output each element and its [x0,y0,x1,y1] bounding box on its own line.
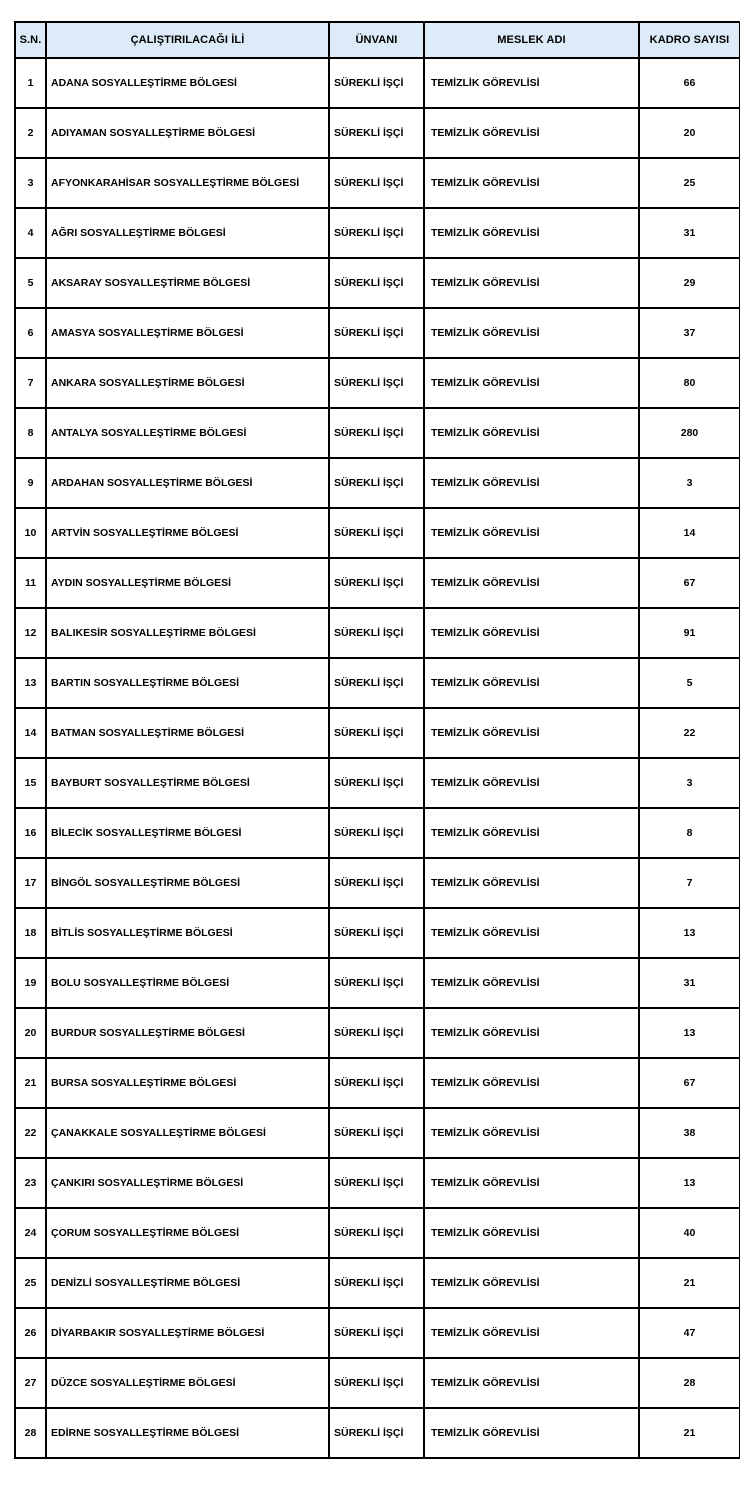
staff-count-cell: 22 [639,708,740,758]
staff-count-cell: 13 [639,908,740,958]
province-cell: AYDIN SOSYALLEŞTİRME BÖLGESİ [46,558,329,608]
title-cell: SÜREKLİ İŞÇİ [329,1308,424,1358]
province-cell: DENİZLİ SOSYALLEŞTİRME BÖLGESİ [46,1258,329,1308]
profession-cell: TEMİZLİK GÖREVLİSİ [424,958,639,1008]
serial-number-cell: 14 [15,708,46,758]
serial-number-cell: 20 [15,1008,46,1058]
title-cell: SÜREKLİ İŞÇİ [329,458,424,508]
title-cell: SÜREKLİ İŞÇİ [329,558,424,608]
header-row [15,22,740,58]
title-cell: SÜREKLİ İŞÇİ [329,108,424,158]
profession-cell: TEMİZLİK GÖREVLİSİ [424,408,639,458]
table-row [15,1308,740,1358]
province-cell: BOLU SOSYALLEŞTİRME BÖLGESİ [46,958,329,1008]
profession-cell: TEMİZLİK GÖREVLİSİ [424,1308,639,1358]
profession-cell: TEMİZLİK GÖREVLİSİ [424,608,639,658]
province-cell: BAYBURT SOSYALLEŞTİRME BÖLGESİ [46,758,329,808]
serial-number-cell: 25 [15,1258,46,1308]
profession-cell: TEMİZLİK GÖREVLİSİ [424,1058,639,1108]
table-row [15,108,740,158]
profession-cell: TEMİZLİK GÖREVLİSİ [424,908,639,958]
serial-number-cell: 4 [15,208,46,258]
staff-count-cell: 37 [639,308,740,358]
staff-count-cell: 91 [639,608,740,658]
table-row [15,158,740,208]
profession-cell: TEMİZLİK GÖREVLİSİ [424,308,639,358]
profession-cell: TEMİZLİK GÖREVLİSİ [424,508,639,558]
title-cell: SÜREKLİ İŞÇİ [329,358,424,408]
title-cell: SÜREKLİ İŞÇİ [329,158,424,208]
staff-count-cell: 29 [639,258,740,308]
staffing-table [14,21,740,1459]
province-cell: BURSA SOSYALLEŞTİRME BÖLGESİ [46,1058,329,1108]
staff-count-cell: 5 [639,658,740,708]
table-row [15,958,740,1008]
title-cell: SÜREKLİ İŞÇİ [329,1258,424,1308]
serial-number-cell: 9 [15,458,46,508]
serial-number-cell: 10 [15,508,46,558]
province-cell: BİLECİK SOSYALLEŞTİRME BÖLGESİ [46,808,329,858]
serial-number-cell: 17 [15,858,46,908]
profession-cell: TEMİZLİK GÖREVLİSİ [424,558,639,608]
table-row [15,358,740,408]
staff-count-cell: 13 [639,1008,740,1058]
table-row [15,1158,740,1208]
title-cell: SÜREKLİ İŞÇİ [329,608,424,658]
title-cell: SÜREKLİ İŞÇİ [329,408,424,458]
table-row [15,258,740,308]
serial-number-cell: 21 [15,1058,46,1108]
header-profession: MESLEK ADI [424,22,639,58]
header-serial-number: S.N. [15,22,46,58]
staff-count-cell: 67 [639,558,740,608]
title-cell: SÜREKLİ İŞÇİ [329,1208,424,1258]
profession-cell: TEMİZLİK GÖREVLİSİ [424,158,639,208]
table-row [15,708,740,758]
table-row [15,808,740,858]
title-cell: SÜREKLİ İŞÇİ [329,1408,424,1458]
serial-number-cell: 15 [15,758,46,808]
profession-cell: TEMİZLİK GÖREVLİSİ [424,1358,639,1408]
table-body [15,58,740,1458]
title-cell: SÜREKLİ İŞÇİ [329,1358,424,1408]
serial-number-cell: 28 [15,1408,46,1458]
header-province: ÇALIŞTIRILACAĞI İLİ [46,22,329,58]
province-cell: DİYARBAKIR SOSYALLEŞTİRME BÖLGESİ [46,1308,329,1358]
staff-count-cell: 13 [639,1158,740,1208]
table-row [15,508,740,558]
serial-number-cell: 22 [15,1108,46,1158]
table-row [15,458,740,508]
staff-count-cell: 38 [639,1108,740,1158]
staff-count-cell: 31 [639,958,740,1008]
header-staff-count: KADRO SAYISI [639,22,740,58]
table-row [15,1208,740,1258]
table-row [15,1058,740,1108]
table-row [15,1408,740,1458]
province-cell: AKSARAY SOSYALLEŞTİRME BÖLGESİ [46,258,329,308]
serial-number-cell: 18 [15,908,46,958]
staff-count-cell: 21 [639,1258,740,1308]
staff-count-cell: 80 [639,358,740,408]
serial-number-cell: 2 [15,108,46,158]
table-row [15,308,740,358]
province-cell: ANTALYA SOSYALLEŞTİRME BÖLGESİ [46,408,329,458]
serial-number-cell: 23 [15,1158,46,1208]
staff-count-cell: 14 [639,508,740,558]
title-cell: SÜREKLİ İŞÇİ [329,1158,424,1208]
profession-cell: TEMİZLİK GÖREVLİSİ [424,58,639,108]
staff-count-cell: 28 [639,1358,740,1408]
table-row [15,1358,740,1408]
province-cell: ÇANKIRI SOSYALLEŞTİRME BÖLGESİ [46,1158,329,1208]
table-row [15,1008,740,1058]
profession-cell: TEMİZLİK GÖREVLİSİ [424,808,639,858]
title-cell: SÜREKLİ İŞÇİ [329,1008,424,1058]
title-cell: SÜREKLİ İŞÇİ [329,508,424,558]
province-cell: BALIKESİR SOSYALLEŞTİRME BÖLGESİ [46,608,329,658]
table-row [15,208,740,258]
staff-count-cell: 47 [639,1308,740,1358]
province-cell: ARTVİN SOSYALLEŞTİRME BÖLGESİ [46,508,329,558]
serial-number-cell: 8 [15,408,46,458]
staff-count-cell: 20 [639,108,740,158]
province-cell: DÜZCE SOSYALLEŞTİRME BÖLGESİ [46,1358,329,1408]
title-cell: SÜREKLİ İŞÇİ [329,958,424,1008]
title-cell: SÜREKLİ İŞÇİ [329,58,424,108]
staff-count-cell: 66 [639,58,740,108]
serial-number-cell: 12 [15,608,46,658]
title-cell: SÜREKLİ İŞÇİ [329,858,424,908]
staff-count-cell: 280 [639,408,740,458]
title-cell: SÜREKLİ İŞÇİ [329,758,424,808]
title-cell: SÜREKLİ İŞÇİ [329,1108,424,1158]
title-cell: SÜREKLİ İŞÇİ [329,1058,424,1108]
table-row [15,758,740,808]
profession-cell: TEMİZLİK GÖREVLİSİ [424,1108,639,1158]
serial-number-cell: 7 [15,358,46,408]
province-cell: BİTLİS SOSYALLEŞTİRME BÖLGESİ [46,908,329,958]
province-cell: ANKARA SOSYALLEŞTİRME BÖLGESİ [46,358,329,408]
title-cell: SÜREKLİ İŞÇİ [329,308,424,358]
profession-cell: TEMİZLİK GÖREVLİSİ [424,758,639,808]
profession-cell: TEMİZLİK GÖREVLİSİ [424,1208,639,1258]
title-cell: SÜREKLİ İŞÇİ [329,658,424,708]
province-cell: ARDAHAN SOSYALLEŞTİRME BÖLGESİ [46,458,329,508]
province-cell: BATMAN SOSYALLEŞTİRME BÖLGESİ [46,708,329,758]
staff-count-cell: 67 [639,1058,740,1108]
profession-cell: TEMİZLİK GÖREVLİSİ [424,358,639,408]
serial-number-cell: 19 [15,958,46,1008]
province-cell: AFYONKARAHİSAR SOSYALLEŞTİRME BÖLGESİ [46,158,329,208]
staff-count-cell: 31 [639,208,740,258]
table-row [15,1258,740,1308]
province-cell: ÇANAKKALE SOSYALLEŞTİRME BÖLGESİ [46,1108,329,1158]
serial-number-cell: 11 [15,558,46,608]
province-cell: ÇORUM SOSYALLEŞTİRME BÖLGESİ [46,1208,329,1258]
header-title: ÜNVANI [329,22,424,58]
title-cell: SÜREKLİ İŞÇİ [329,208,424,258]
staff-count-cell: 21 [639,1408,740,1458]
staff-count-cell: 25 [639,158,740,208]
province-cell: BARTIN SOSYALLEŞTİRME BÖLGESİ [46,658,329,708]
staff-count-cell: 3 [639,758,740,808]
table-row [15,608,740,658]
profession-cell: TEMİZLİK GÖREVLİSİ [424,1158,639,1208]
profession-cell: TEMİZLİK GÖREVLİSİ [424,258,639,308]
province-cell: ADIYAMAN SOSYALLEŞTİRME BÖLGESİ [46,108,329,158]
profession-cell: TEMİZLİK GÖREVLİSİ [424,108,639,158]
serial-number-cell: 13 [15,658,46,708]
table-row [15,1108,740,1158]
province-cell: BURDUR SOSYALLEŞTİRME BÖLGESİ [46,1008,329,1058]
serial-number-cell: 5 [15,258,46,308]
serial-number-cell: 6 [15,308,46,358]
title-cell: SÜREKLİ İŞÇİ [329,908,424,958]
profession-cell: TEMİZLİK GÖREVLİSİ [424,658,639,708]
province-cell: EDİRNE SOSYALLEŞTİRME BÖLGESİ [46,1408,329,1458]
title-cell: SÜREKLİ İŞÇİ [329,708,424,758]
profession-cell: TEMİZLİK GÖREVLİSİ [424,1258,639,1308]
serial-number-cell: 1 [15,58,46,108]
serial-number-cell: 26 [15,1308,46,1358]
profession-cell: TEMİZLİK GÖREVLİSİ [424,708,639,758]
profession-cell: TEMİZLİK GÖREVLİSİ [424,1408,639,1458]
staff-count-cell: 40 [639,1208,740,1258]
profession-cell: TEMİZLİK GÖREVLİSİ [424,458,639,508]
serial-number-cell: 16 [15,808,46,858]
profession-cell: TEMİZLİK GÖREVLİSİ [424,1008,639,1058]
serial-number-cell: 27 [15,1358,46,1408]
profession-cell: TEMİZLİK GÖREVLİSİ [424,858,639,908]
serial-number-cell: 3 [15,158,46,208]
serial-number-cell: 24 [15,1208,46,1258]
title-cell: SÜREKLİ İŞÇİ [329,258,424,308]
staff-count-cell: 7 [639,858,740,908]
title-cell: SÜREKLİ İŞÇİ [329,808,424,858]
staff-count-cell: 8 [639,808,740,858]
province-cell: ADANA SOSYALLEŞTİRME BÖLGESİ [46,58,329,108]
table-header [15,22,740,58]
table-row [15,908,740,958]
province-cell: BİNGÖL SOSYALLEŞTİRME BÖLGESİ [46,858,329,908]
table-row [15,408,740,458]
table-row [15,658,740,708]
table-row [15,558,740,608]
table-row [15,58,740,108]
province-cell: AĞRI SOSYALLEŞTİRME BÖLGESİ [46,208,329,258]
table-row [15,858,740,908]
province-cell: AMASYA SOSYALLEŞTİRME BÖLGESİ [46,308,329,358]
profession-cell: TEMİZLİK GÖREVLİSİ [424,208,639,258]
staff-count-cell: 3 [639,458,740,508]
